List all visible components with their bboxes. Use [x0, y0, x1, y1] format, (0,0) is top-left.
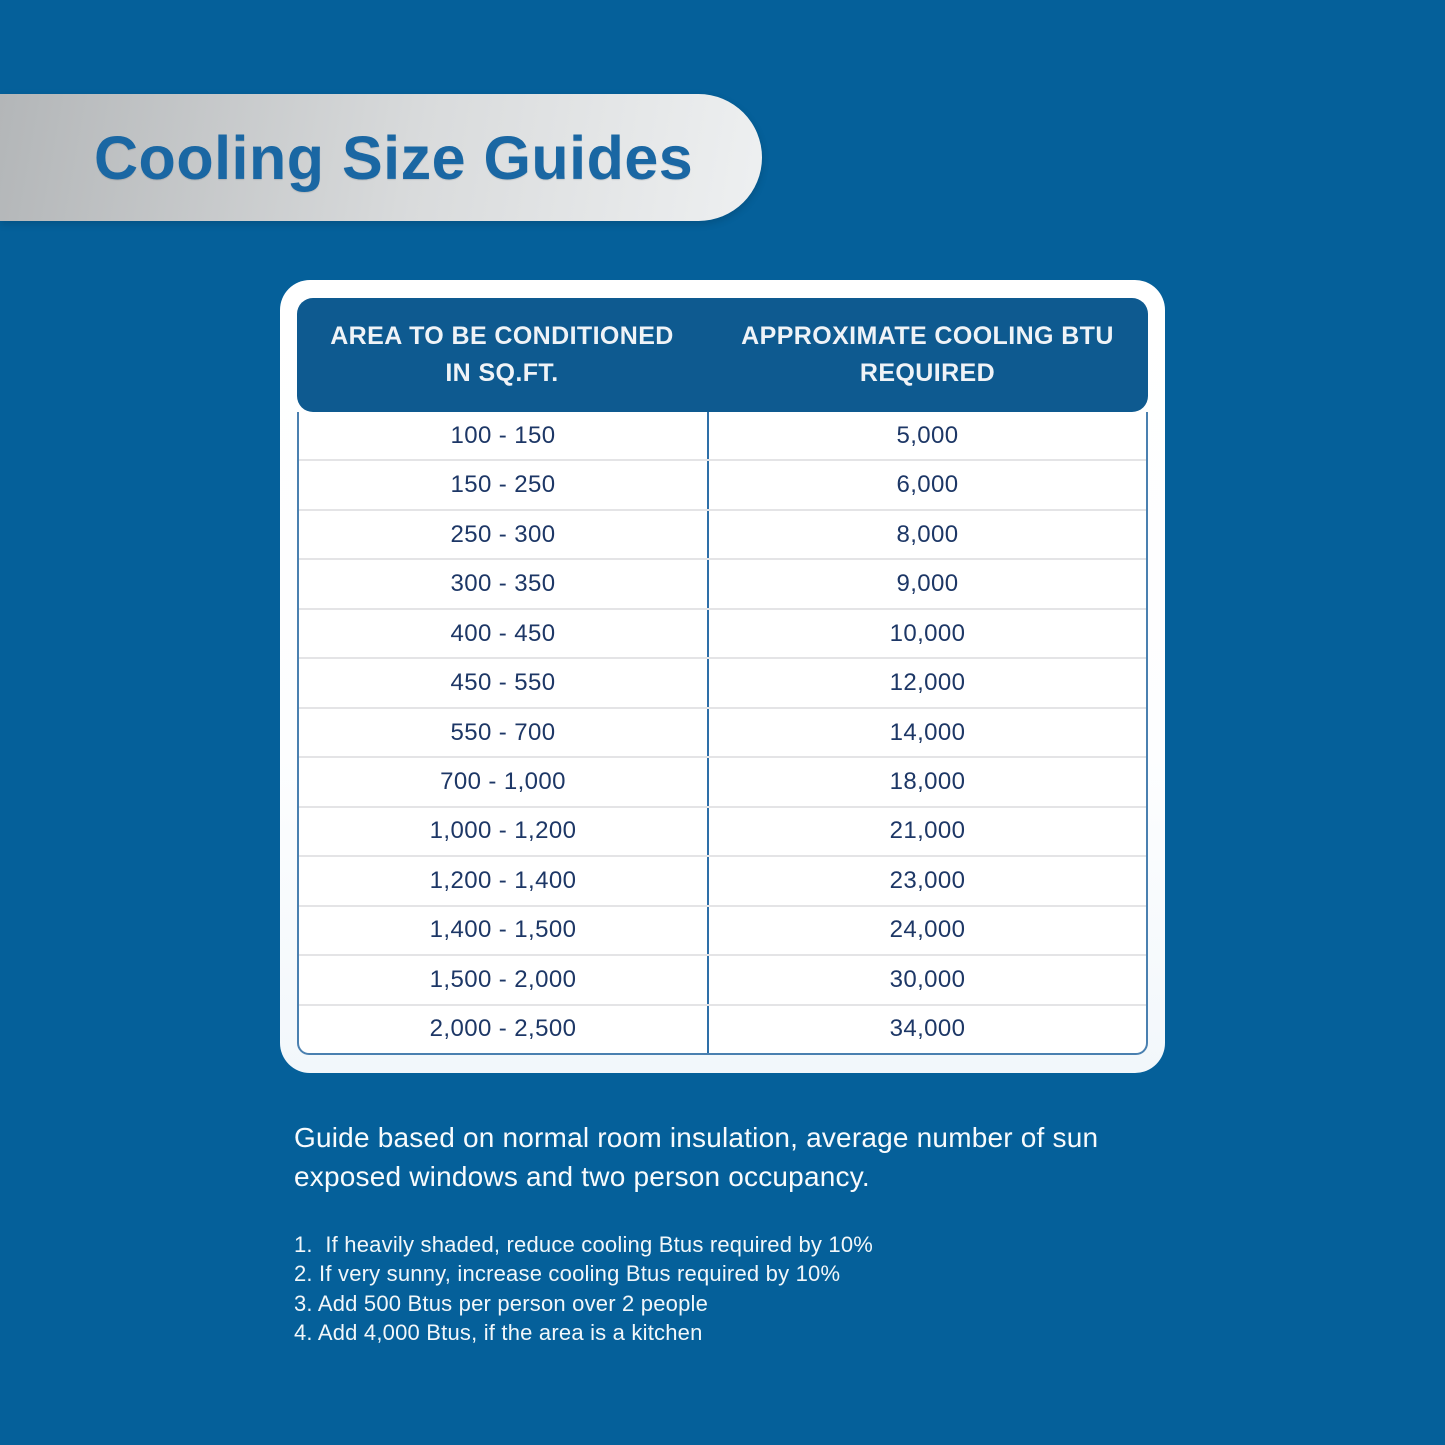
area-cell: 400 - 450 [299, 610, 709, 657]
note-item: 2. If very sunny, increase cooling Btus required by 10% [294, 1261, 841, 1287]
area-cell: 100 - 150 [299, 412, 709, 459]
table-row [299, 509, 1146, 558]
table-header-row [297, 298, 1148, 412]
btu-cell: 34,000 [889, 1015, 966, 1043]
note-item: 4. Add 4,000 Btus, if the area is a kitchen [294, 1320, 703, 1346]
area-cell: 450 - 550 [299, 659, 709, 706]
guide-text: Guide based on normal room insulation, average number of sun exposed windows and two person occupancy. [294, 1122, 1099, 1193]
area-cell: 700 - 1,000 [299, 758, 709, 805]
btu-cell: 14,000 [889, 718, 966, 746]
table-row [299, 608, 1146, 657]
table-row [299, 756, 1146, 805]
btu-cell: 8,000 [896, 520, 959, 548]
notes-list [294, 1230, 1134, 1348]
table-row [299, 905, 1146, 954]
table-row [299, 558, 1146, 607]
area-cell: 550 - 700 [299, 709, 709, 756]
table-row [299, 459, 1146, 508]
table-body [297, 412, 1148, 1055]
table-row [299, 412, 1146, 459]
col-header-btu [707, 298, 1148, 412]
btu-cell: 5,000 [896, 421, 959, 449]
btu-cell: 6,000 [896, 471, 959, 499]
col-header-area [297, 298, 707, 412]
btu-cell: 30,000 [889, 965, 966, 993]
note-item: 1. If heavily shaded, reduce cooling Btus required by 10% [294, 1232, 874, 1257]
btu-cell: 10,000 [889, 619, 966, 647]
btu-cell: 23,000 [889, 866, 966, 894]
btu-cell: 9,000 [896, 570, 959, 598]
btu-cell: 18,000 [889, 768, 966, 796]
table-card [280, 280, 1165, 1073]
btu-cell: 24,000 [889, 916, 966, 944]
table-row [299, 954, 1146, 1003]
title-banner [0, 94, 762, 221]
col-header-btu-line2: REQUIRED [859, 359, 996, 387]
page-title: Cooling Size Guides [94, 123, 694, 192]
area-cell: 1,500 - 2,000 [299, 956, 709, 1003]
col-header-area-line2: IN SQ.FT. [445, 359, 559, 387]
area-cell: 250 - 300 [299, 511, 709, 558]
area-cell: 1,400 - 1,500 [299, 907, 709, 954]
table-row [299, 657, 1146, 706]
table-row [299, 707, 1146, 756]
col-header-btu-line1: APPROXIMATE COOLING BTU [741, 321, 1114, 350]
btu-cell: 12,000 [889, 669, 966, 697]
area-cell: 300 - 350 [299, 560, 709, 607]
area-cell: 150 - 250 [299, 461, 709, 508]
table-row [299, 806, 1146, 855]
table-row [299, 1004, 1146, 1053]
btu-cell: 21,000 [889, 817, 966, 845]
area-cell: 1,000 - 1,200 [299, 808, 709, 855]
area-cell: 2,000 - 2,500 [299, 1006, 709, 1053]
col-header-area-line1: AREA TO BE CONDITIONED [330, 321, 674, 350]
table-row [299, 855, 1146, 904]
area-cell: 1,200 - 1,400 [299, 857, 709, 904]
note-item: 3. Add 500 Btus per person over 2 people [294, 1290, 709, 1316]
